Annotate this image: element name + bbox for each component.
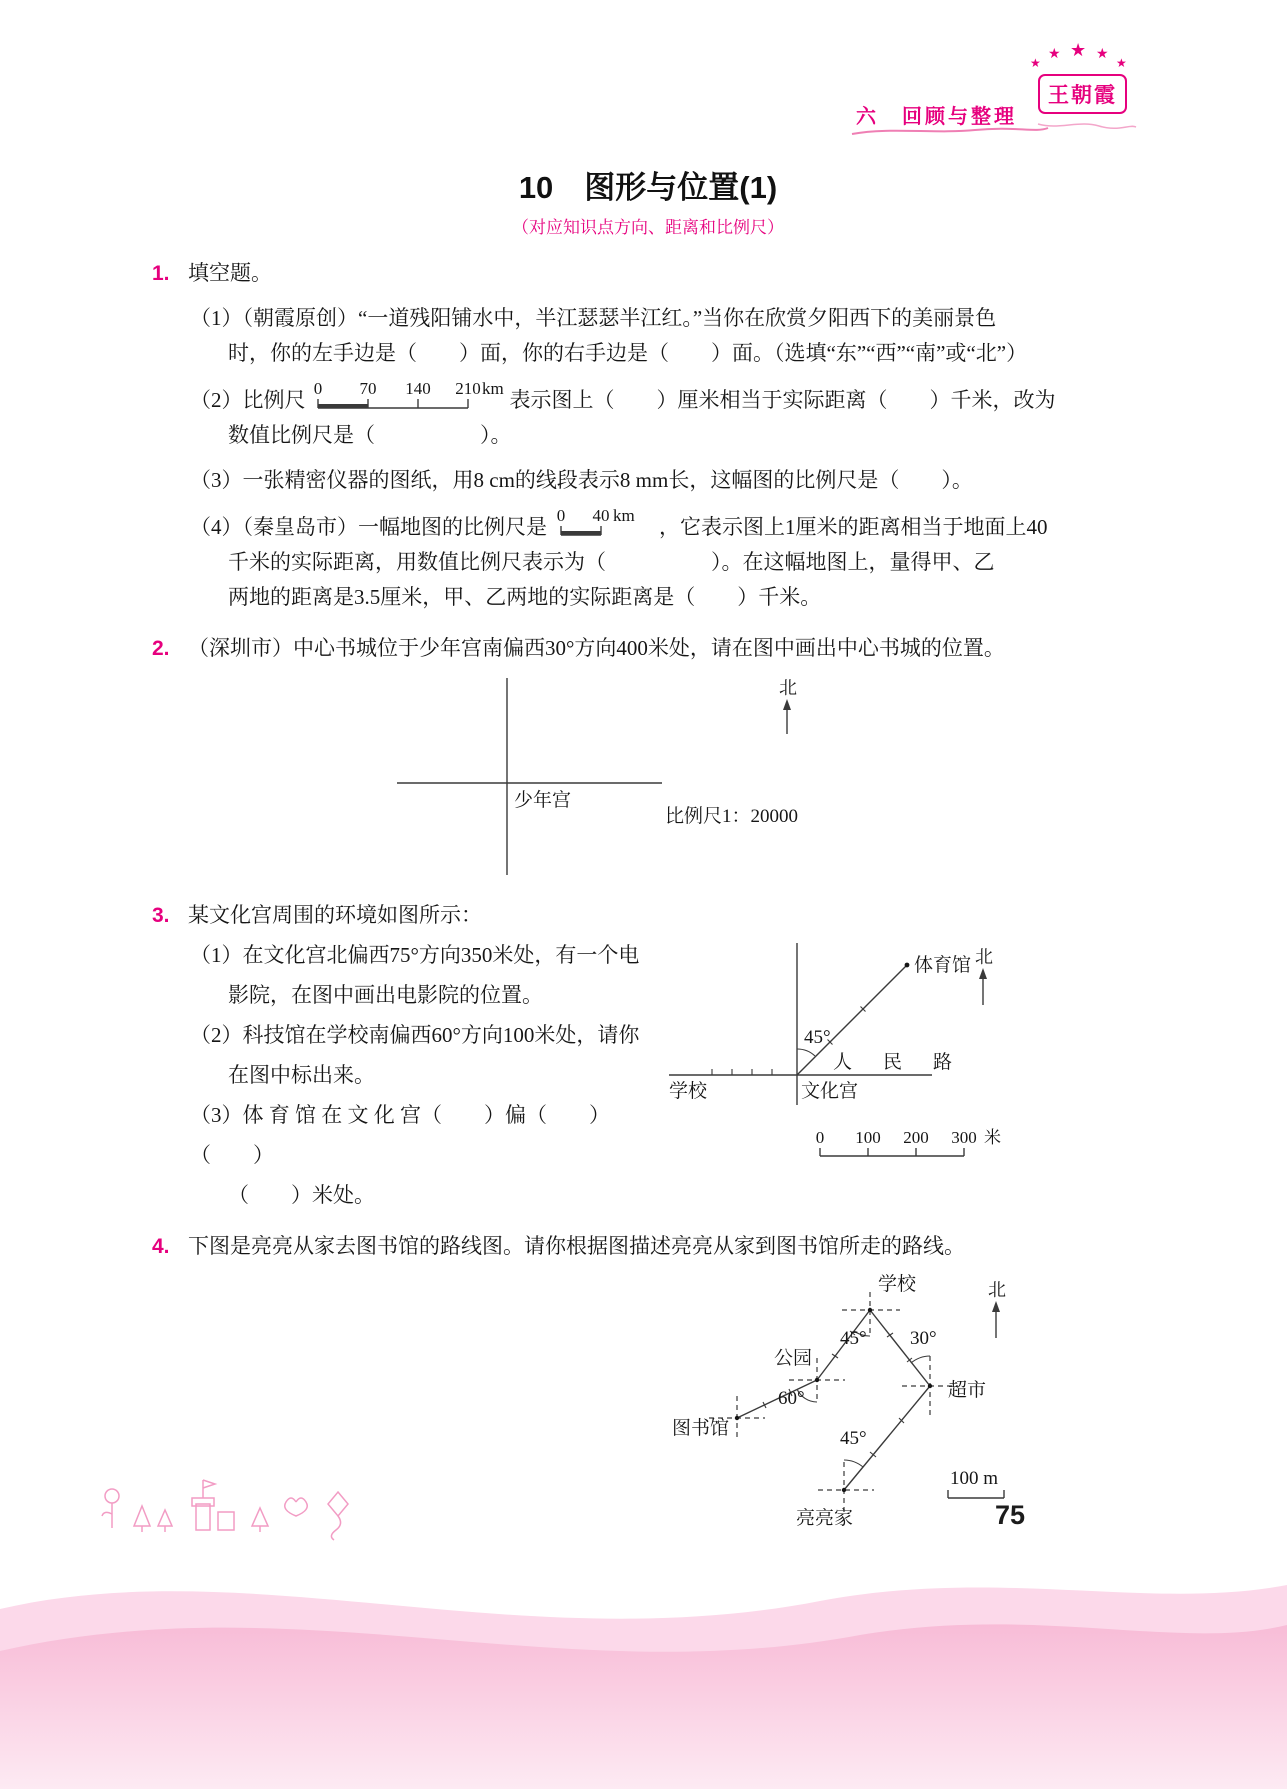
angle-arc	[911, 1356, 930, 1363]
angle-label: 45°	[840, 1428, 867, 1449]
scale-bar	[816, 1128, 1001, 1156]
problem-1-item-2	[152, 381, 1144, 453]
scale-segment	[318, 404, 368, 408]
north-label: 北	[779, 678, 797, 698]
arrow-head	[979, 968, 987, 979]
park-point	[815, 1378, 819, 1382]
scale-tick-label: 40	[592, 508, 610, 525]
problem-line: （2）科技馆在学校南偏西60°方向100米处，请你	[190, 1023, 640, 1047]
problem-line: 两地的距离是3.5厘米，甲、乙两地的实际距离是（ ）千米。	[228, 585, 822, 609]
market-point	[928, 1384, 932, 1388]
problem-3-diagram	[657, 935, 1022, 1170]
angle-label: 60°	[778, 1388, 805, 1409]
problem-line: 在图中标出来。	[228, 1063, 375, 1087]
problem-line: （ ）米处。	[228, 1183, 375, 1207]
problem-text: （2）比例尺	[190, 388, 306, 412]
problem-3	[152, 898, 1144, 1215]
problem-title: 填空题。	[188, 261, 272, 285]
scale-tick-label: 210	[454, 381, 481, 398]
problem-1	[152, 256, 1144, 615]
scale-bar-graphic	[553, 508, 653, 544]
problem-number: 4.	[152, 1235, 170, 1258]
angle-label: 45°	[804, 1027, 831, 1048]
scale-tick-label: 0	[815, 1128, 825, 1147]
school-point	[868, 1308, 872, 1312]
problem-text: （4）（秦皇岛市）一幅地图的比例尺是	[190, 515, 547, 539]
scale-unit-label: 米	[984, 1128, 1001, 1147]
problem-1-item-3	[152, 463, 1144, 498]
page-number: 75	[995, 1500, 1026, 1530]
star-icon: ★	[1096, 46, 1109, 62]
school-label: 学校	[669, 1081, 708, 1102]
scale-bar	[948, 1468, 1004, 1498]
gym-point	[905, 963, 910, 968]
school-label: 学校	[878, 1274, 917, 1295]
problem-number: 2.	[152, 637, 170, 660]
gym-label: 体育馆	[914, 955, 972, 976]
arrow-head	[992, 1301, 1000, 1312]
scale-unit-label: km	[613, 508, 635, 525]
scale-unit-label: km	[481, 381, 504, 398]
problem-number: 3.	[152, 904, 170, 927]
scale-label: 100 m	[950, 1468, 999, 1489]
problem-line: （3）体 育 馆 在 文 化 宫（ ）偏（ ）（ ）	[190, 1103, 610, 1167]
problem-3-items	[152, 935, 657, 1215]
star-icon: ★	[1116, 56, 1127, 70]
north-label: 北	[988, 1280, 1006, 1300]
problem-text: ，它表示图上1厘米的距离相当于地面上40	[659, 515, 1048, 539]
problem-title: 某文化宫周围的环境如图所示：	[188, 903, 482, 927]
library-point	[735, 1416, 739, 1420]
scale-tick-label: 100	[855, 1128, 881, 1147]
market-label: 超市	[948, 1380, 987, 1401]
park-label: 公园	[774, 1348, 813, 1369]
content	[152, 162, 1144, 1549]
problem-line: （1）（朝霞原创）“一道残阳铺水中，半江瑟瑟半江红。”当你在欣赏夕阳西下的美丽景色	[190, 306, 997, 330]
star-icon: ★	[1030, 56, 1041, 70]
problem-text: 下图是亮亮从家去图书馆的路线图。请你根据图描述亮亮从家到图书馆所走的路线。	[188, 1234, 965, 1258]
road-label: 人 民 路	[833, 1052, 959, 1073]
problem-1-item-1	[152, 301, 1144, 371]
problem-text: 表示图上（ ）厘米相当于实际距离（ ）千米，改为	[509, 388, 1056, 412]
problem-line	[152, 381, 1144, 418]
problem-text: （深圳市）中心书城位于少年宫南偏西30°方向400米处，请在图中画出中心书城的位置。	[188, 636, 1005, 660]
star-icon: ★	[1070, 40, 1087, 61]
map-diagram	[377, 670, 847, 885]
problem-2-diagram	[152, 666, 1144, 888]
scale-tick-label: 140	[404, 381, 431, 398]
angle-label: 45°	[840, 1328, 867, 1349]
home-label: 亮亮家	[796, 1508, 854, 1529]
scale-tick-label: 0	[313, 381, 322, 398]
home-point	[842, 1488, 846, 1492]
unit-label: 六 回顾与整理	[856, 106, 1017, 128]
north-indicator	[779, 678, 797, 734]
library-label: 图书馆	[672, 1418, 730, 1439]
star-icon: ★	[1048, 46, 1061, 62]
north-label: 北	[975, 947, 993, 967]
route-map	[652, 1268, 1047, 1548]
footer-wave	[0, 1539, 1287, 1789]
arrow-head	[783, 699, 791, 710]
culture-palace-label: 文化宫	[801, 1081, 859, 1102]
scale-segment	[561, 531, 601, 535]
problem-line: 影院，在图中画出电影院的位置。	[228, 983, 543, 1007]
brand-logo	[1028, 40, 1148, 145]
logo-flourish	[1034, 118, 1139, 132]
problem-1-item-4	[152, 508, 1144, 615]
page-subtitle: （对应知识点方向、距离和比例尺）	[512, 218, 784, 237]
north-indicator	[975, 947, 993, 1005]
problem-number: 1.	[152, 262, 170, 285]
scale-tick-label: 70	[359, 381, 376, 398]
angle-arc	[797, 1049, 815, 1056]
header-underline	[850, 124, 1050, 138]
problem-2	[152, 631, 1144, 888]
north-indicator	[988, 1280, 1006, 1338]
problem-line: 时，你的左手边是（ ）面，你的右手边是（ ）面。（选填“东”“西”“南”或“北”）	[228, 341, 1028, 365]
scale-tick-label: 300	[951, 1128, 977, 1147]
problem-line: 千米的实际距离，用数值比例尺表示为（ ）。在这幅地图上，量得甲、乙	[228, 550, 995, 574]
problem-line	[152, 508, 1144, 545]
page-title: 10 图形与位置(1)	[518, 170, 778, 205]
brand-name: 王朝霞	[1038, 74, 1127, 114]
angle-label: 30°	[910, 1328, 937, 1349]
scale-tick-label: 200	[903, 1128, 929, 1147]
footer-decoration	[100, 1462, 400, 1542]
scale-tick-label: 0	[556, 508, 566, 525]
angle-arc	[844, 1460, 863, 1467]
youth-palace-label: 少年宫	[514, 790, 572, 811]
map-scale-label: 比例尺1：20000	[665, 806, 799, 827]
problem-line: （1）在文化宫北偏西75°方向350米处，有一个电	[190, 943, 640, 967]
scale-bar-graphic	[312, 381, 504, 417]
problem-line: 数值比例尺是（ ）。	[228, 423, 512, 447]
problem-line: （3）一张精密仪器的图纸，用8 cm的线段表示8 mm长，这幅图的比例尺是（ ）。	[190, 468, 973, 492]
